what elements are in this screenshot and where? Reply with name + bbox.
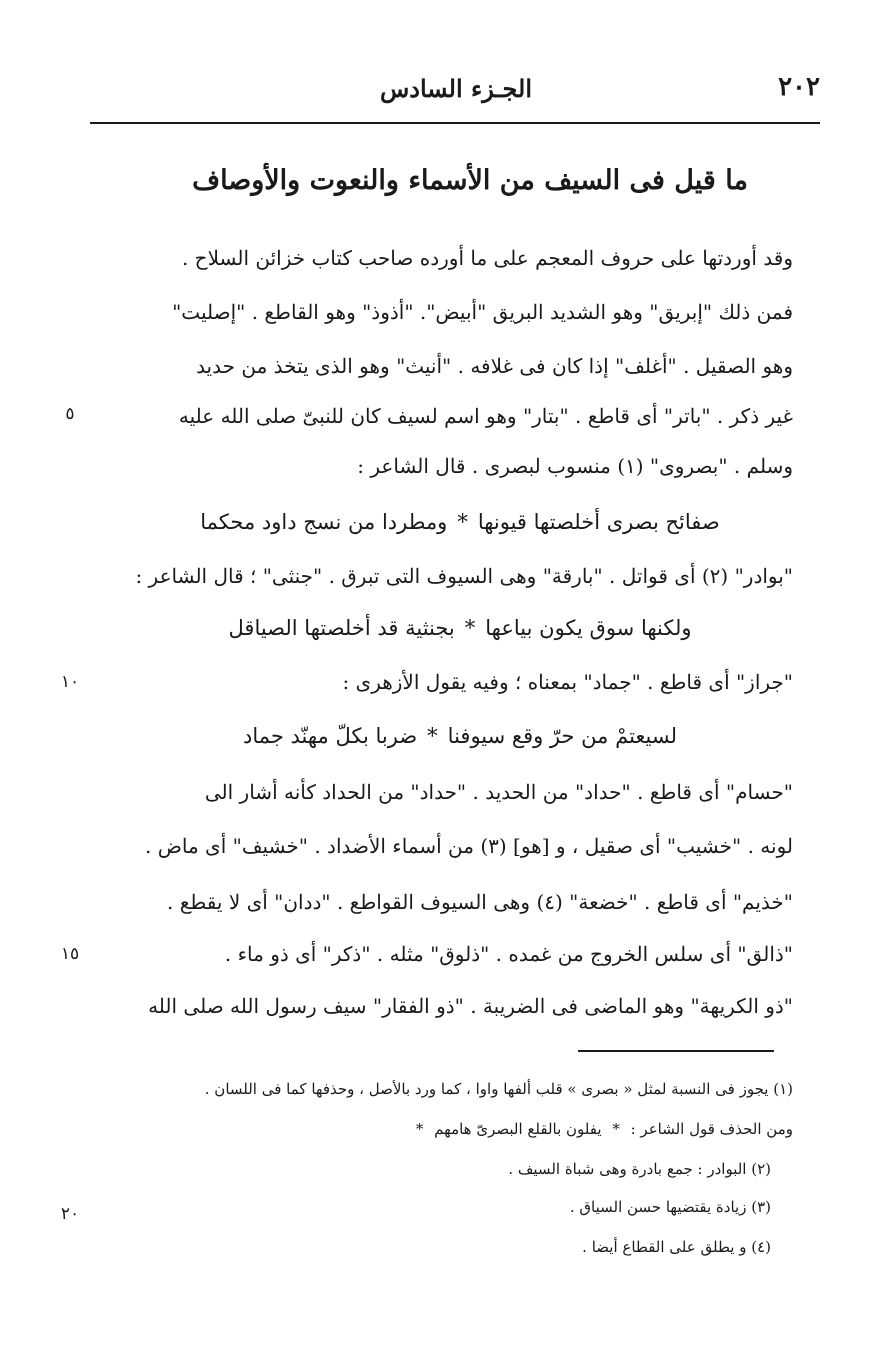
verse-line xyxy=(150,508,770,536)
footnote-1-continuation xyxy=(113,1118,793,1140)
verse-second-hemistich: ومطردا من نسج داود محكما xyxy=(200,510,448,534)
verse-first-hemistich: لسيعتمْ من حرّ وقع سيوفنا xyxy=(447,724,678,748)
header-rule xyxy=(90,122,820,124)
body-line: "خذيم" أى قاطع . "خضعة" (٤) وهى السيوف القواطع . "ددان" أى لا يقطع . xyxy=(167,890,793,914)
verse-first-hemistich: صفائح بصرى أخلصتها قيونها xyxy=(477,510,720,534)
footnote-verse-star: * xyxy=(612,1120,620,1138)
margin-line-number: ١٥ xyxy=(60,944,80,964)
footnote-verse: يفلون بالقلع البصرىّ هامهم xyxy=(434,1120,602,1138)
footnote-rule xyxy=(578,1050,774,1052)
page-number: ٢٠٢ xyxy=(778,72,820,102)
body-line: "حسام" أى قاطع . "حداد" من الحديد . "حداد" من الحداد كأنه أشار الى xyxy=(204,780,793,804)
margin-line-number: ٢٠ xyxy=(60,1204,80,1224)
verse-separator: * xyxy=(427,724,438,748)
body-line: "ذو الكريهة" وهو الماضى فى الضريبة . "ذو الفقار" سيف رسول الله صلى الله xyxy=(148,994,793,1018)
body-line: غير ذكر . "باتر" أى قاطع . "بتار" وهو اسم لسيف كان للنبىّ صلى الله عليه xyxy=(178,404,793,428)
footnote-verse-star: * xyxy=(415,1120,424,1138)
margin-line-number: ١٠ xyxy=(60,672,80,692)
page-header xyxy=(92,72,820,116)
footnote-2: (٢) البوادر : جمع بادرة وهى شباة السيف . xyxy=(508,1160,771,1178)
body-line: فمن ذلك "إبريق" وهو الشديد البريق "أبيض". "أذوذ" وهو القاطع . "إصليت" xyxy=(172,300,793,324)
running-title: الجـزء السادس xyxy=(379,74,533,103)
section-title: ما قيل فى السيف من الأسماء والنعوت والأوصاف xyxy=(192,165,748,196)
verse-separator: * xyxy=(464,616,476,640)
footnote-verse-intro: ومن الحذف قول الشاعر : xyxy=(630,1120,793,1138)
body-line: وهو الصقيل . "أغلف" إذا كان فى غلافه . "أنيث" وهو الذى يتخذ من حديد xyxy=(196,354,793,378)
body-line: "بوادر" (٢) أى قواتل . "بارقة" وهى السيوف التى تبرق . "جنثى" ؛ قال الشاعر : xyxy=(135,564,793,588)
verse-second-hemistich: ضربا بكلّ مهنّد جماد xyxy=(242,724,418,748)
footnote-4: (٤) و يطلق على القطاع أيضا . xyxy=(582,1238,771,1256)
verse-line xyxy=(150,614,770,642)
body-line: وسلم . "بصروى" (١) منسوب لبصرى . قال الشاعر : xyxy=(357,454,793,478)
footnote-3: (٣) زيادة يقتضيها حسن السياق . xyxy=(569,1198,771,1216)
body-line: وقد أوردتها على حروف المعجم على ما أورده صاحب كتاب خزائن السلاح . xyxy=(181,246,793,270)
verse-first-hemistich: ولكنها سوق يكون بياعها xyxy=(485,616,692,640)
body-line: "ذالق" أى سلس الخروج من غمده . "ذلوق" مثله . "ذكر" أى ذو ماء . xyxy=(224,942,793,966)
verse-second-hemistich: بجنثية قد أخلصتها الصياقل xyxy=(228,616,455,640)
margin-line-number: ٥ xyxy=(65,404,75,424)
verse-separator: * xyxy=(457,510,468,534)
body-line: "جراز" أى قاطع . "جماد" بمعناه ؛ وفيه يقول الأزهرى : xyxy=(342,670,793,694)
footnote-1: (١) يجوز فى النسبة لمثل « بصرى » قلب ألفها واوا ، كما ورد بالأصل ، وحذفها كما فى اللسان . xyxy=(204,1080,793,1098)
body-line: لونه . "خشيب" أى صقيل ، و [هو] (٣) من أسماء الأضداد . "خشيف" أى ماض . xyxy=(145,834,793,858)
verse-line xyxy=(150,722,770,750)
